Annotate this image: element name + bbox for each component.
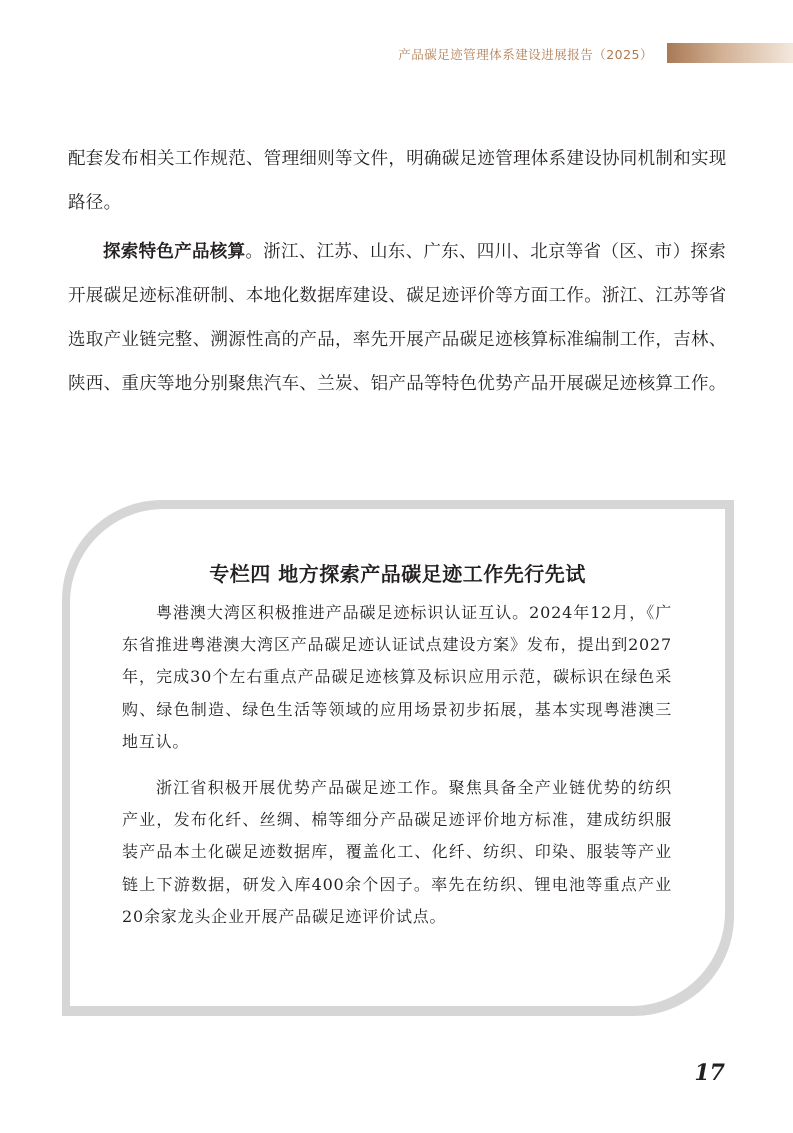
paragraph-heading: 探索特色产品核算 (103, 242, 246, 262)
header-accent-bar (667, 43, 793, 63)
body-paragraph-1: 配套发布相关工作规范、管理细则等文件，明确碳足迹管理体系建设协同机制和实现路径。 (68, 149, 727, 213)
sidebar-box-paragraph-2: 浙江省积极开展优势产品碳足迹工作。聚焦具备全产业链优势的纺织产业，发布化纤、丝绸、棉等细分产品碳足迹评价地方标准，建成纺织服装产品本土化碳足迹数据库，覆盖化工、化纤、纺织、印染、服装等产业链上下游数据，研发入库400余个因子。率先在纺织、锂电池等重点产业20余家龙头企业开展产品碳足迹评价试点。 (122, 778, 672, 926)
paragraph-text: 。浙江、江苏、山东、广东、四川、北京等省（区、市）探索开展碳足迹标准研制、本地化数据库建设、碳足迹评价等方面工作。浙江、江苏等省选取产业链完整、溯源性高的产品，率先开展产品碳足迹核算标准编制工作，吉林、陕西、重庆等地分别聚焦汽车、兰炭、铝产品等特色优势产品开展碳足迹核算工作。 (68, 242, 727, 394)
running-header-title: 产品碳足迹管理体系建设进展报告（2025） (398, 47, 653, 62)
sidebar-box-title: 专栏四 地方探索产品碳足迹工作先行先试 (209, 562, 586, 586)
sidebar-box-paragraph-1: 粤港澳大湾区积极推进产品碳足迹标识认证互认。2024年12月，《广东省推进粤港澳大湾区产品碳足迹认证试点建设方案》发布，提出到2027年，完成30个左右重点产品碳足迹核算及标识应用示范，碳标识在绿色采购、绿色制造、绿色生活等领域的应用场景初步拓展，基本实现粤港澳三地互认。 (122, 603, 672, 751)
page-number: 17 (694, 1060, 725, 1086)
body-paragraph-2 (68, 230, 728, 406)
